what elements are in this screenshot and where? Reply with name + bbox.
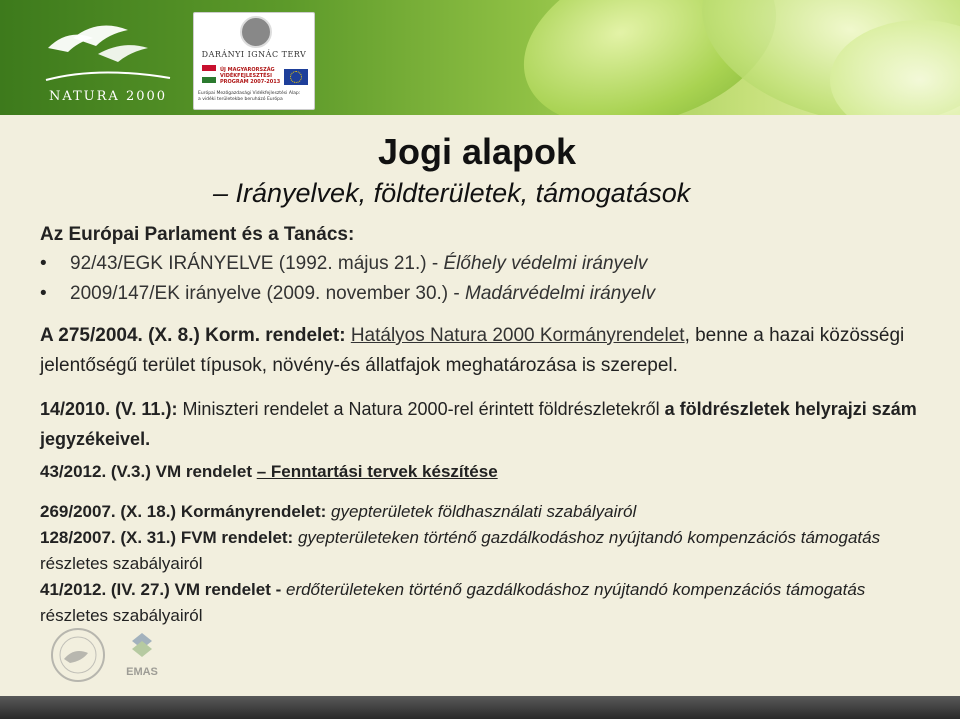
directive-item [40,279,920,309]
vm-ref: 43/2012. (V.3.) VM rendelet [40,462,257,481]
emas-logo-icon [126,633,158,678]
korm-regulation [40,321,920,381]
directive-ref: 92/43/EGK IRÁNYELVE (1992. május 21.) - [70,253,444,274]
regulation-subject: gyepterületeken történő gazdálkodáshoz nyújtandó kompenzációs támogatás [293,528,881,547]
daranyi-ignac-terv-logo [193,12,315,110]
portrait-icon [240,16,272,48]
regulation-subject: erdőterületeken történő gazdálkodáshoz nyújtandó kompenzációs támogatás [281,580,866,599]
mini-text: Miniszteri rendelet a Natura 2000-rel érintett földrészletekről [177,399,665,419]
partner-program: ÚJ MAGYARORSZÁG VIDÉKFEJLESZTÉSI PROGRAM 2007-2013 [220,67,281,85]
regulation-list [40,499,920,629]
partner-fund [198,91,310,103]
bottom-logos [50,625,180,687]
korm-description: , benne a hazai közösségi jelentőségű terület típusok, növény-és állatfajok meghatározása is szerepel. [40,325,905,376]
page-subtitle: – Irányelvek, földterületek, támogatások [213,178,691,208]
directive-item [40,249,920,279]
regulation-item [40,525,920,577]
footer-bar [0,696,960,719]
regulation-ref: 269/2007. (X. 18.) Kormányrendelet: [40,502,327,521]
mini-ref: 14/2010. (V. 11.): [40,399,178,419]
regulation-rest: részletes szabályairól [40,554,203,573]
regulation-subject: gyepterületek földhasználati szabályairól [326,502,637,521]
directive-ref: 2009/147/EK irányelve (2009. november 30.) - [70,283,466,304]
regulation-ref: 128/2007. (X. 31.) FVM rendelet: [40,528,294,547]
regulation-rest: részletes szabályairól [40,606,203,625]
mini-bold-end: a földrészletek helyrajzi szám jegyzékeivel. [40,399,917,449]
directive-list [40,249,920,309]
emas-text: EMAS [126,666,158,678]
ministerial-regulation [40,394,920,454]
natura-logo-text: NATURA 2000 [48,89,168,104]
regulation-item [40,577,920,629]
page-title: Jogi alapok [378,131,577,172]
national-park-seal-icon [52,629,104,681]
directive-name: Madárvédelmi irányelv [465,283,656,304]
directives-section [40,222,920,309]
natura-2000-logo [38,8,178,108]
korm-law-name: Hatályos Natura 2000 Kormányrendelet [350,325,685,346]
vm-title: – Fenntartási tervek készítése [256,462,498,481]
eu-flag-icon [284,69,308,85]
header-banner [0,0,960,115]
partner-fund-line: a vidéki területekbe beruházó Európa [198,97,283,102]
regulation-ref: 41/2012. (IV. 27.) VM rendelet - [40,580,282,599]
vm-regulation [40,462,920,482]
intro-heading: Az Európai Parlament és a Tanács: [40,224,355,245]
hungarian-flag-icon [202,65,216,83]
partner-title: DARÁNYI IGNÁC TERV [201,50,307,59]
partner-fund-line: Európai Mezőgazdasági Vidékfejlesztési Alap: [198,91,301,96]
korm-ref: A 275/2004. (X. 8.) Korm. rendelet: [40,325,346,346]
regulation-item [40,499,920,525]
directive-name: Élőhely védelmi irányelv [443,253,648,274]
